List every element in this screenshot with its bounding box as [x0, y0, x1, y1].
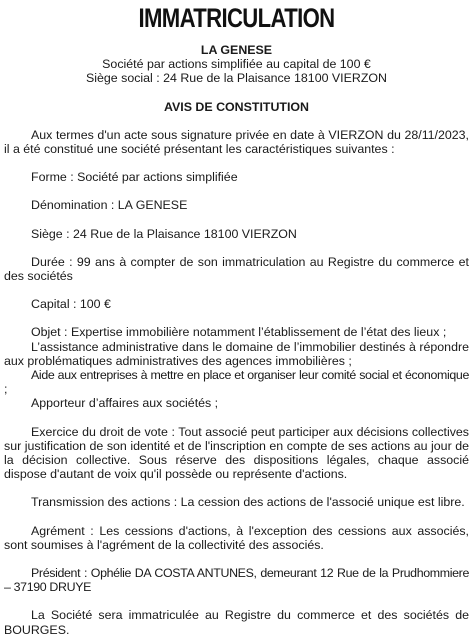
forme-paragraph: Forme : Société par actions simplifiée [31, 170, 238, 185]
siege-paragraph: Siège : 24 Rue de la Plaisance 18100 VIERZON [31, 226, 297, 241]
company-form-capital: Société par actions simplifiée au capital de 100 € [102, 57, 371, 72]
denomination-paragraph: Dénomination : LA GENESE [31, 198, 188, 213]
vote-paragraph: Exercice du droit de vote : Tout associé peut participer aux décisions collectives sur justification de son identité et de l'inscription en compte de ses actions au jour de la décision collective. Sous réserve des dispositions légales, chaque associé dispose d'autant de voix qu'il possède ou représente d'actions. [4, 424, 469, 482]
company-name: LA GENESE [200, 43, 273, 57]
immatriculation-paragraph: La Société sera immatriculée au Registre du commerce et des sociétés de BOURGES. [4, 608, 469, 637]
objet-paragraph-3: Aide aux entreprises à mettre en place et organiser leur comité social et économique ; [4, 368, 469, 397]
company-address: Siège social : 24 Rue de la Plaisance 18100 VIERZON [86, 71, 387, 86]
agrement-paragraph: Agrément : Les cessions d'actions, à l'exception des cessions aux associés, sont soumises à l'agrément de la collectivité des associés. [4, 523, 469, 552]
duree-paragraph: Durée : 99 ans à compter de son immatriculation au Registre du commerce et des sociétés [4, 254, 469, 284]
president-paragraph: Président : Ophélie DA COSTA ANTUNES, demeurant 12 Rue de la Prudhommiere – 37190 DRUYE [4, 566, 469, 595]
objet-paragraph-1: Objet : Expertise immobilière notamment l’établissement de l’état des lieux ; [31, 325, 447, 340]
banner-title: IMMATRICULATION [138, 3, 335, 33]
objet-paragraph-2: L’assistance administrative dans le domaine de l’immobilier destinés à répondre aux problématiques administratives des agences immobilières ; [4, 339, 469, 368]
transmission-paragraph: Transmission des actions : La cession des actions de l'associé unique est libre. [31, 495, 465, 510]
notice-title: AVIS DE CONSTITUTION [163, 99, 310, 114]
capital-paragraph: Capital : 100 € [31, 297, 111, 312]
intro-paragraph: Aux termes d'un acte sous signature privée en date à VIERZON du 28/11/2023, il a été constitué une société présentant les caractéristiques suivantes : [4, 127, 469, 157]
objet-paragraph-4: Apporteur d’affaires aux sociétés ; [31, 396, 219, 411]
